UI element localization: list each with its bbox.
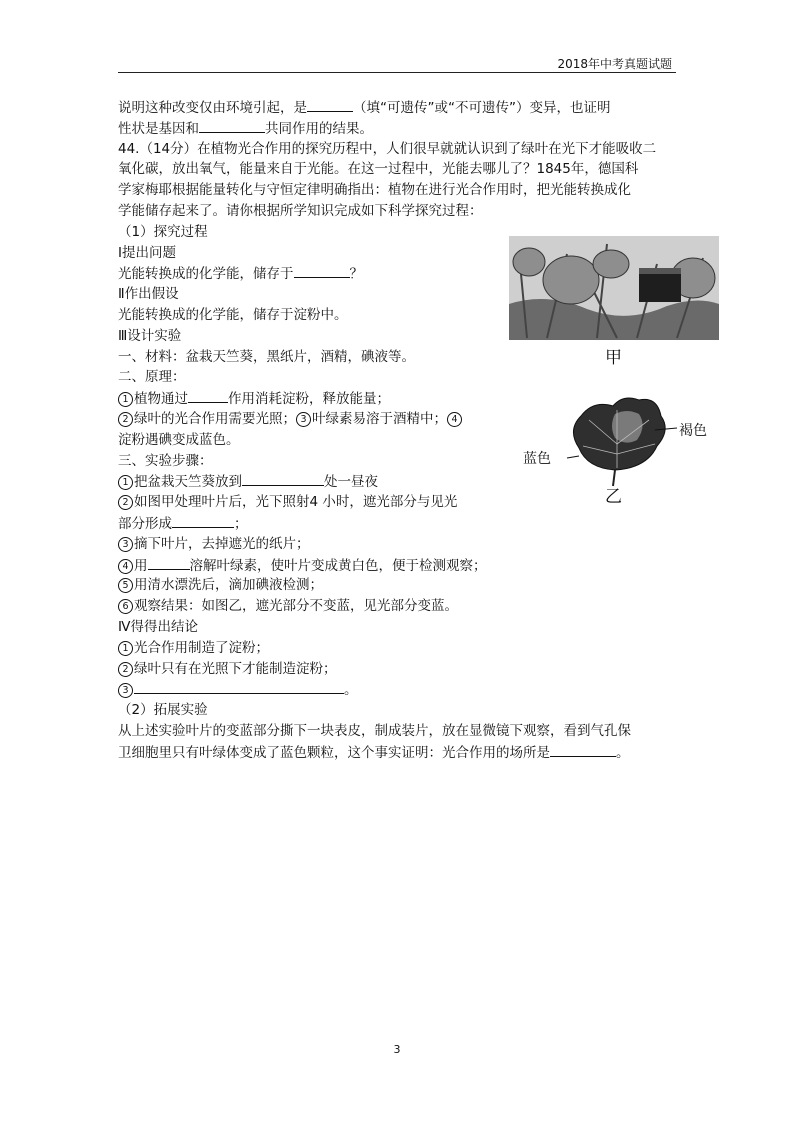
text-segment: 。 [344,682,358,699]
page-header [118,54,676,73]
text-line: 淀粉遇碘变成蓝色。 [118,431,240,448]
stained-leaf [573,398,665,486]
text-segment: 共同作用的结果。 [265,120,373,137]
figure-caption-jia: 甲 [605,348,622,368]
text-line [118,638,678,659]
text-segment: 如图甲处理叶片后，光下照射4 小时，遮光部分与见光 [134,494,458,511]
text-line [118,97,678,118]
answer-blank[interactable] [134,679,344,694]
text-line [118,513,678,534]
text-line: 氧化碳，放出氧气，能量来自于光能。在这一过程中，光能去哪儿了？1845年，德国科 [118,161,639,178]
answer-blank[interactable] [550,742,616,757]
circled-number: 2 [118,412,133,427]
circled-number: 4 [447,412,462,427]
text-line: 三、实验步骤： [118,452,213,469]
answer-blank[interactable] [294,263,350,278]
text-segment: 观察结果：如图乙，遮光部分不变蓝，见光部分变蓝。 [134,598,458,615]
label-blue: 蓝色 [523,451,551,467]
text-line: 学家梅耶根据能量转化与守恒定律明确指出：植物在进行光合作用时，把光能转换成化 [118,182,631,199]
circled-number: 6 [118,599,133,614]
text-segment: 作用消耗淀粉，释放能量； [228,391,390,408]
text-line [118,555,678,576]
text-line [118,596,678,617]
text-segment: 说明这种改变仅由环境引起，是 [118,100,307,116]
text-segment: 光合作用制造了淀粉； [134,639,269,656]
text-segment: 性状是基因和 [118,120,199,137]
text-segment: 。 [616,744,630,761]
text-segment: 绿叶的光合作用需要光照； [134,410,296,427]
text-segment: 卫细胞里只有叶绿体变成了蓝色颗粒，这个事实证明：光合作用的场所是 [118,744,550,761]
circled-number: 2 [118,662,133,677]
answer-blank[interactable] [307,97,353,112]
text-segment: 光能转换成的化学能，储存于 [118,266,294,283]
experiment-figure [507,234,721,508]
text-line: 44.（14分）在植物光合作用的探究历程中，人们很早就就认识到了绿叶在光下才能吸收二 [118,140,657,157]
section-heading: （2）拓展实验 [118,702,208,719]
unstained-area [612,411,643,443]
text-line: 二、原理： [118,369,186,386]
text-line [118,118,678,139]
text-segment: 叶绿素易溶于酒精中； [312,410,447,427]
circled-number: 1 [118,392,133,407]
text-line: Ⅳ得得出结论 [118,618,198,635]
text-segment: 用 [134,557,148,574]
circled-number: 3 [296,412,311,427]
text-segment: 植物通过 [134,391,188,408]
answer-blank[interactable] [172,513,234,528]
text-line: 学能储存起来了。请你根据所学知识完成如下科学探究过程： [118,202,483,219]
text-segment: ； [234,515,248,532]
figure-caption-yi: 乙 [605,487,622,507]
text-line [118,575,678,596]
text-segment: ？ [349,266,363,283]
circled-number: 5 [118,578,133,593]
text-line: Ⅱ作出假设 [118,286,179,303]
answer-blank[interactable] [199,118,265,133]
text-line [118,534,678,555]
text-segment: 把盆栽天竺葵放到 [134,474,242,491]
text-line: Ⅲ设计实验 [118,327,182,344]
text-line: 从上述实验叶片的变蓝部分撕下一块表皮，制成装片，放在显微镜下观察，看到气孔保 [118,722,631,739]
circled-number: 4 [118,559,133,574]
text-segment: 处一昼夜 [324,474,378,491]
circled-number: 3 [118,537,133,552]
answer-blank[interactable] [188,388,228,403]
text-line [118,742,678,763]
text-segment: 用清水漂洗后，滴加碘液检测； [134,577,323,594]
text-segment: 摘下叶片，去掉遮光的纸片； [134,535,310,552]
text-line [118,679,678,700]
circled-number: 1 [118,475,133,490]
black-paper-fold [639,268,681,274]
text-segment: 溶解叶绿素，使叶片变成黄白色，便于检测观察； [189,557,487,574]
circled-number: 3 [118,683,133,698]
text-segment: （填“可遗传”或“不可遗传”）变异，也证明 [353,100,611,116]
header-title: 2018年中考真题试题 [557,57,672,71]
label-brown: 褐色 [679,423,707,439]
text-line: Ⅰ提出问题 [118,244,176,261]
page-number: 3 [393,1043,401,1056]
circled-number: 1 [118,641,133,656]
blue-label-pointer [567,456,579,458]
text-line [118,659,678,680]
circled-number: 2 [118,495,133,510]
text-segment: 绿叶只有在光照下才能制造淀粉； [134,660,337,677]
text-line: 一、材料：盆栽天竺葵，黑纸片，酒精，碘液等。 [118,348,415,365]
text-line: 光能转换成的化学能，储存于淀粉中。 [118,306,348,323]
section-heading: （1）探究过程 [118,223,208,240]
answer-blank[interactable] [148,555,190,570]
answer-blank[interactable] [242,471,324,486]
text-segment: 部分形成 [118,515,172,532]
